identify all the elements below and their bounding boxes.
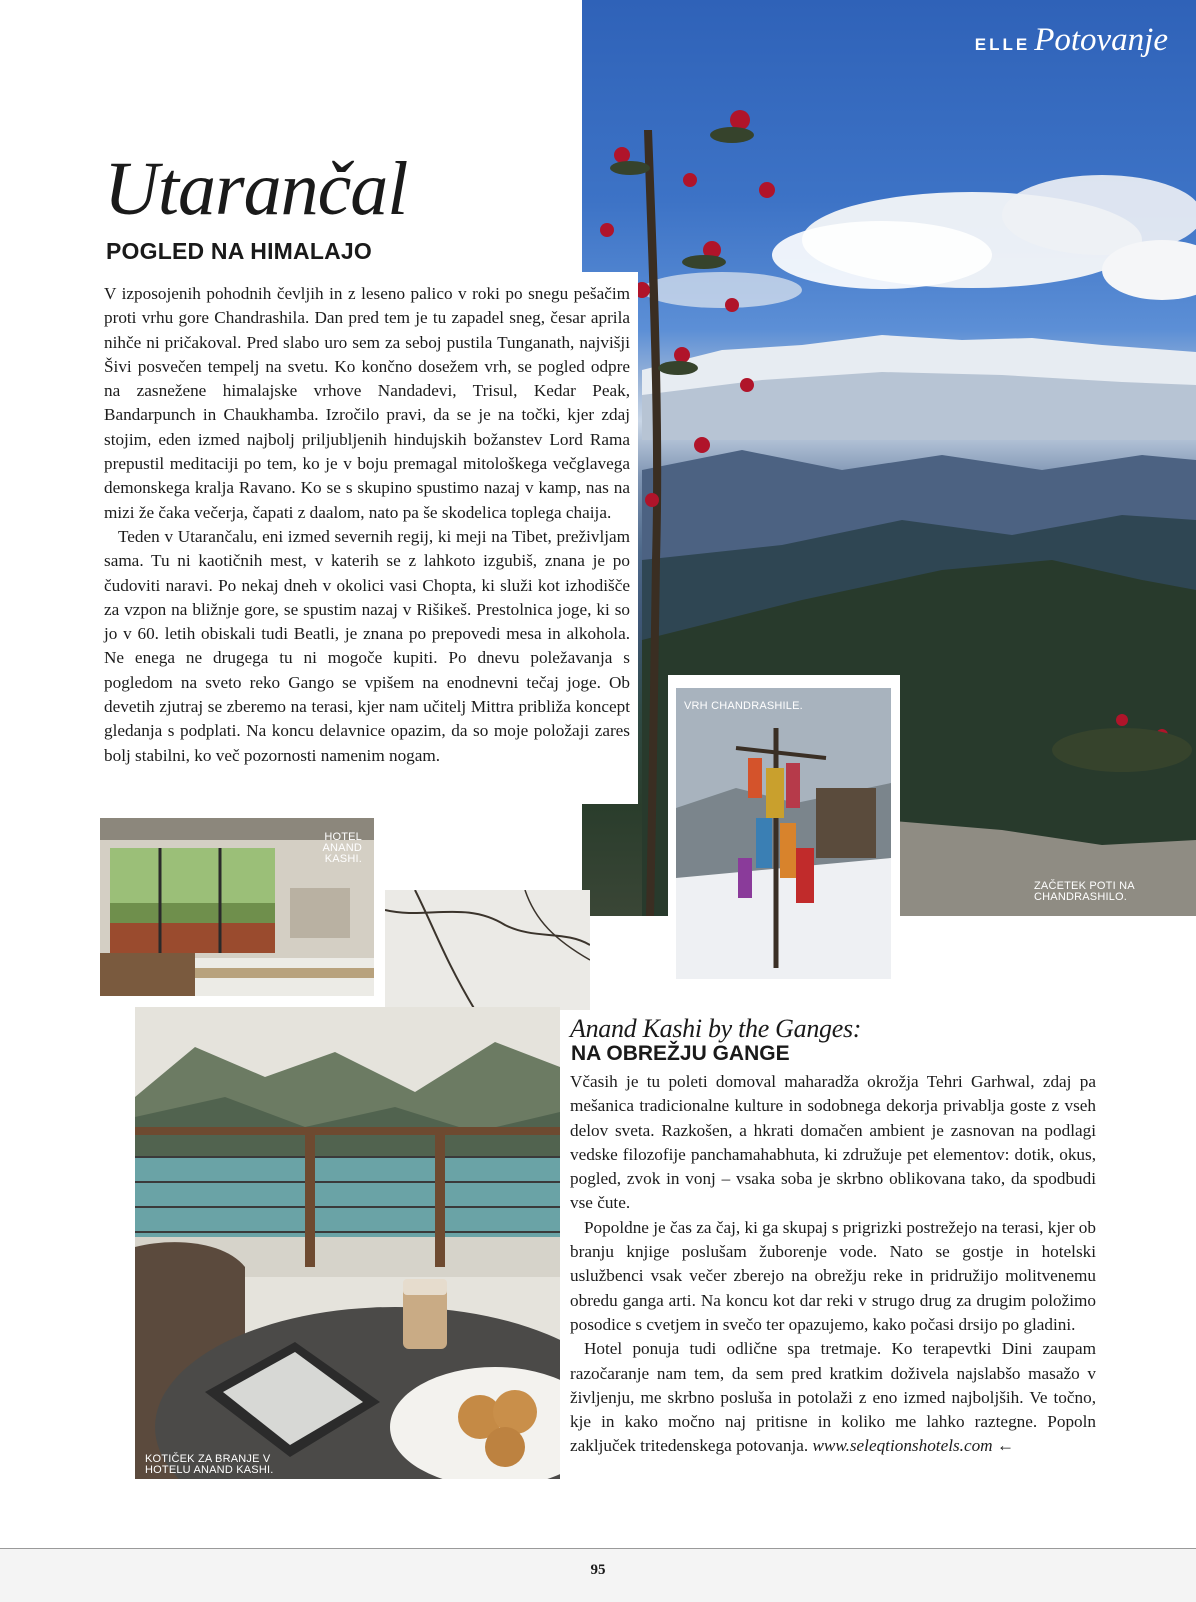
- hotel-paragraph-3: [570, 1337, 1096, 1458]
- page-number: 95: [590, 1562, 606, 1578]
- hotel-website-link[interactable]: www.seleqtionshotels.com: [812, 1436, 993, 1456]
- hotel-section-body: [570, 1070, 1096, 1459]
- summit-photo: [676, 688, 891, 979]
- magazine-header: [975, 22, 1168, 59]
- caption-trail: ZAČETEK POTI NA CHANDRASHILO.: [1034, 880, 1135, 903]
- article-body: [98, 272, 638, 804]
- caption-reading: KOTIČEK ZA BRANJE V HOTELU ANAND KASHI.: [145, 1453, 274, 1476]
- summit-illustration: [676, 688, 891, 979]
- river-illustration: [135, 1007, 560, 1479]
- tree-branch-photo-strip: [385, 890, 590, 1010]
- branch-illustration: [385, 890, 590, 1010]
- brand-logo: ELLE: [974, 35, 1031, 54]
- article-subtitle: POGLED NA HIMALAJO: [106, 238, 372, 264]
- end-mark: ←: [996, 1436, 1015, 1456]
- body-paragraph-2: Teden v Utarančalu, eni izmed severnih regij, ki meji na Tibet, preživljam sama. Tu ni kaotičnih mest, v katerih se z lahkoto izgubiš, znana je po čudoviti naravi. Po nekaj dneh v okolici vasi Chopta, ki služi kot izhodišče za vzpon na bližnje gore, se spustim nazaj v Rišikeš. Prestolnica joge, ki so jo v 60. letih obiskali tudi Beatli, je znana po prepovedi mesa in alkohola. Ne enega ne drugega tu ni mogoče kupiti. Po dnevu poležavanja s pogledom na sveto reko Gango se vpišem na enodnevni tečaj joge. Ob devetih zjutraj se zberemo na terasi, kjer nam učitelj Mittra približa koncept gledanja s podplati. Na koncu delavnice opazim, da so moje položaji zares bolj stabilni, ko več pozornosti namenim nogam.: [104, 526, 630, 765]
- hotel-paragraph-3-text: Hotel ponuja tudi odlične spa tretmaje. Ko terapevtki Dini zaupam razočaranje nam tem, da sem pred kratkim doživela najslabšo masažo v življenju, me skrbno posluša in potolaži z eno izmed najboljših. Ve točno, kje in kako močno naj pritisne in koliko me lahko raztegne. Popoln zaključek tritedenskega potovanja.: [570, 1339, 1096, 1456]
- body-paragraph-1: V izposojenih pohodnih čevljih in z leseno palico v roki po snegu pešačim proti vrhu gore Chandrashila. Dan pred tem je tu zapadel sneg, česar aprila nihče ni pričakoval. Pred slabo uro sem za seboj pustila Tunganath, najvišji Šivi posvečen tempelj na svetu. Ko končno dosežem vrh, se pogled odpre na zasnežene himalajske vrhove Nandadevi, Trisul, Kedar Peak, Bandarpunch in Chaukhamba. Izročilo pravi, da se je na točki, kjer zdaj stojim, eden izmed najbolj priljubljenih hindujskih božanstev Lord Rama prepustil meditaciji po tem, ko je v boju premagal mitološkega večglavega demonskega kralja Ravano. Ko se s skupino spustimo nazaj v kamp, nas na mizi že čaka večerja, čapati z daalom, nato pa še skodelica toplega chaija.: [104, 284, 630, 522]
- section-name: Potovanje: [1034, 22, 1168, 58]
- river-terrace-photo: [135, 1007, 560, 1479]
- article-title: Utarančal: [104, 147, 408, 231]
- caption-summit: VRH CHANDRASHILE.: [684, 700, 803, 712]
- hotel-section-subheading: NA OBREŽJU GANGE: [571, 1042, 790, 1065]
- hotel-section-heading: Anand Kashi by the Ganges:: [570, 1014, 862, 1043]
- caption-hotel: HOTEL ANAND KASHI.: [322, 831, 362, 865]
- hotel-paragraph-2: Popoldne je čas za čaj, ki ga skupaj s prigrizki postrežejo na terasi, kjer ob branju knjige poslušam žuborenje vode. Nato se gostje in hotelski uslužbenci vsak večer zberejo na obrežju reke in pridružijo molitvenemu obredu ganga arti. Na koncu kot dar reki v strugo drug za drugim položimo posodice s cvetjem in svečo ter opazujemo, kako počasi drsijo po gladini.: [570, 1217, 1096, 1334]
- hotel-paragraph-1: Včasih je tu poleti domoval maharadža okrožja Tehri Garhwal, zdaj pa mešanica tradicionalne kulture in sodobnega dekorja privablja goste z vseh delov sveta. Razkošen, a hkrati domačen ambient je zasnovan na podlagi vedske filozofije panchamahabhuta, ki združuje pet elementov: dotik, okus, pogled, zvok in vonj – vsaka soba je skrbno oblikovana tako, da spodbudi vse čute.: [570, 1072, 1096, 1213]
